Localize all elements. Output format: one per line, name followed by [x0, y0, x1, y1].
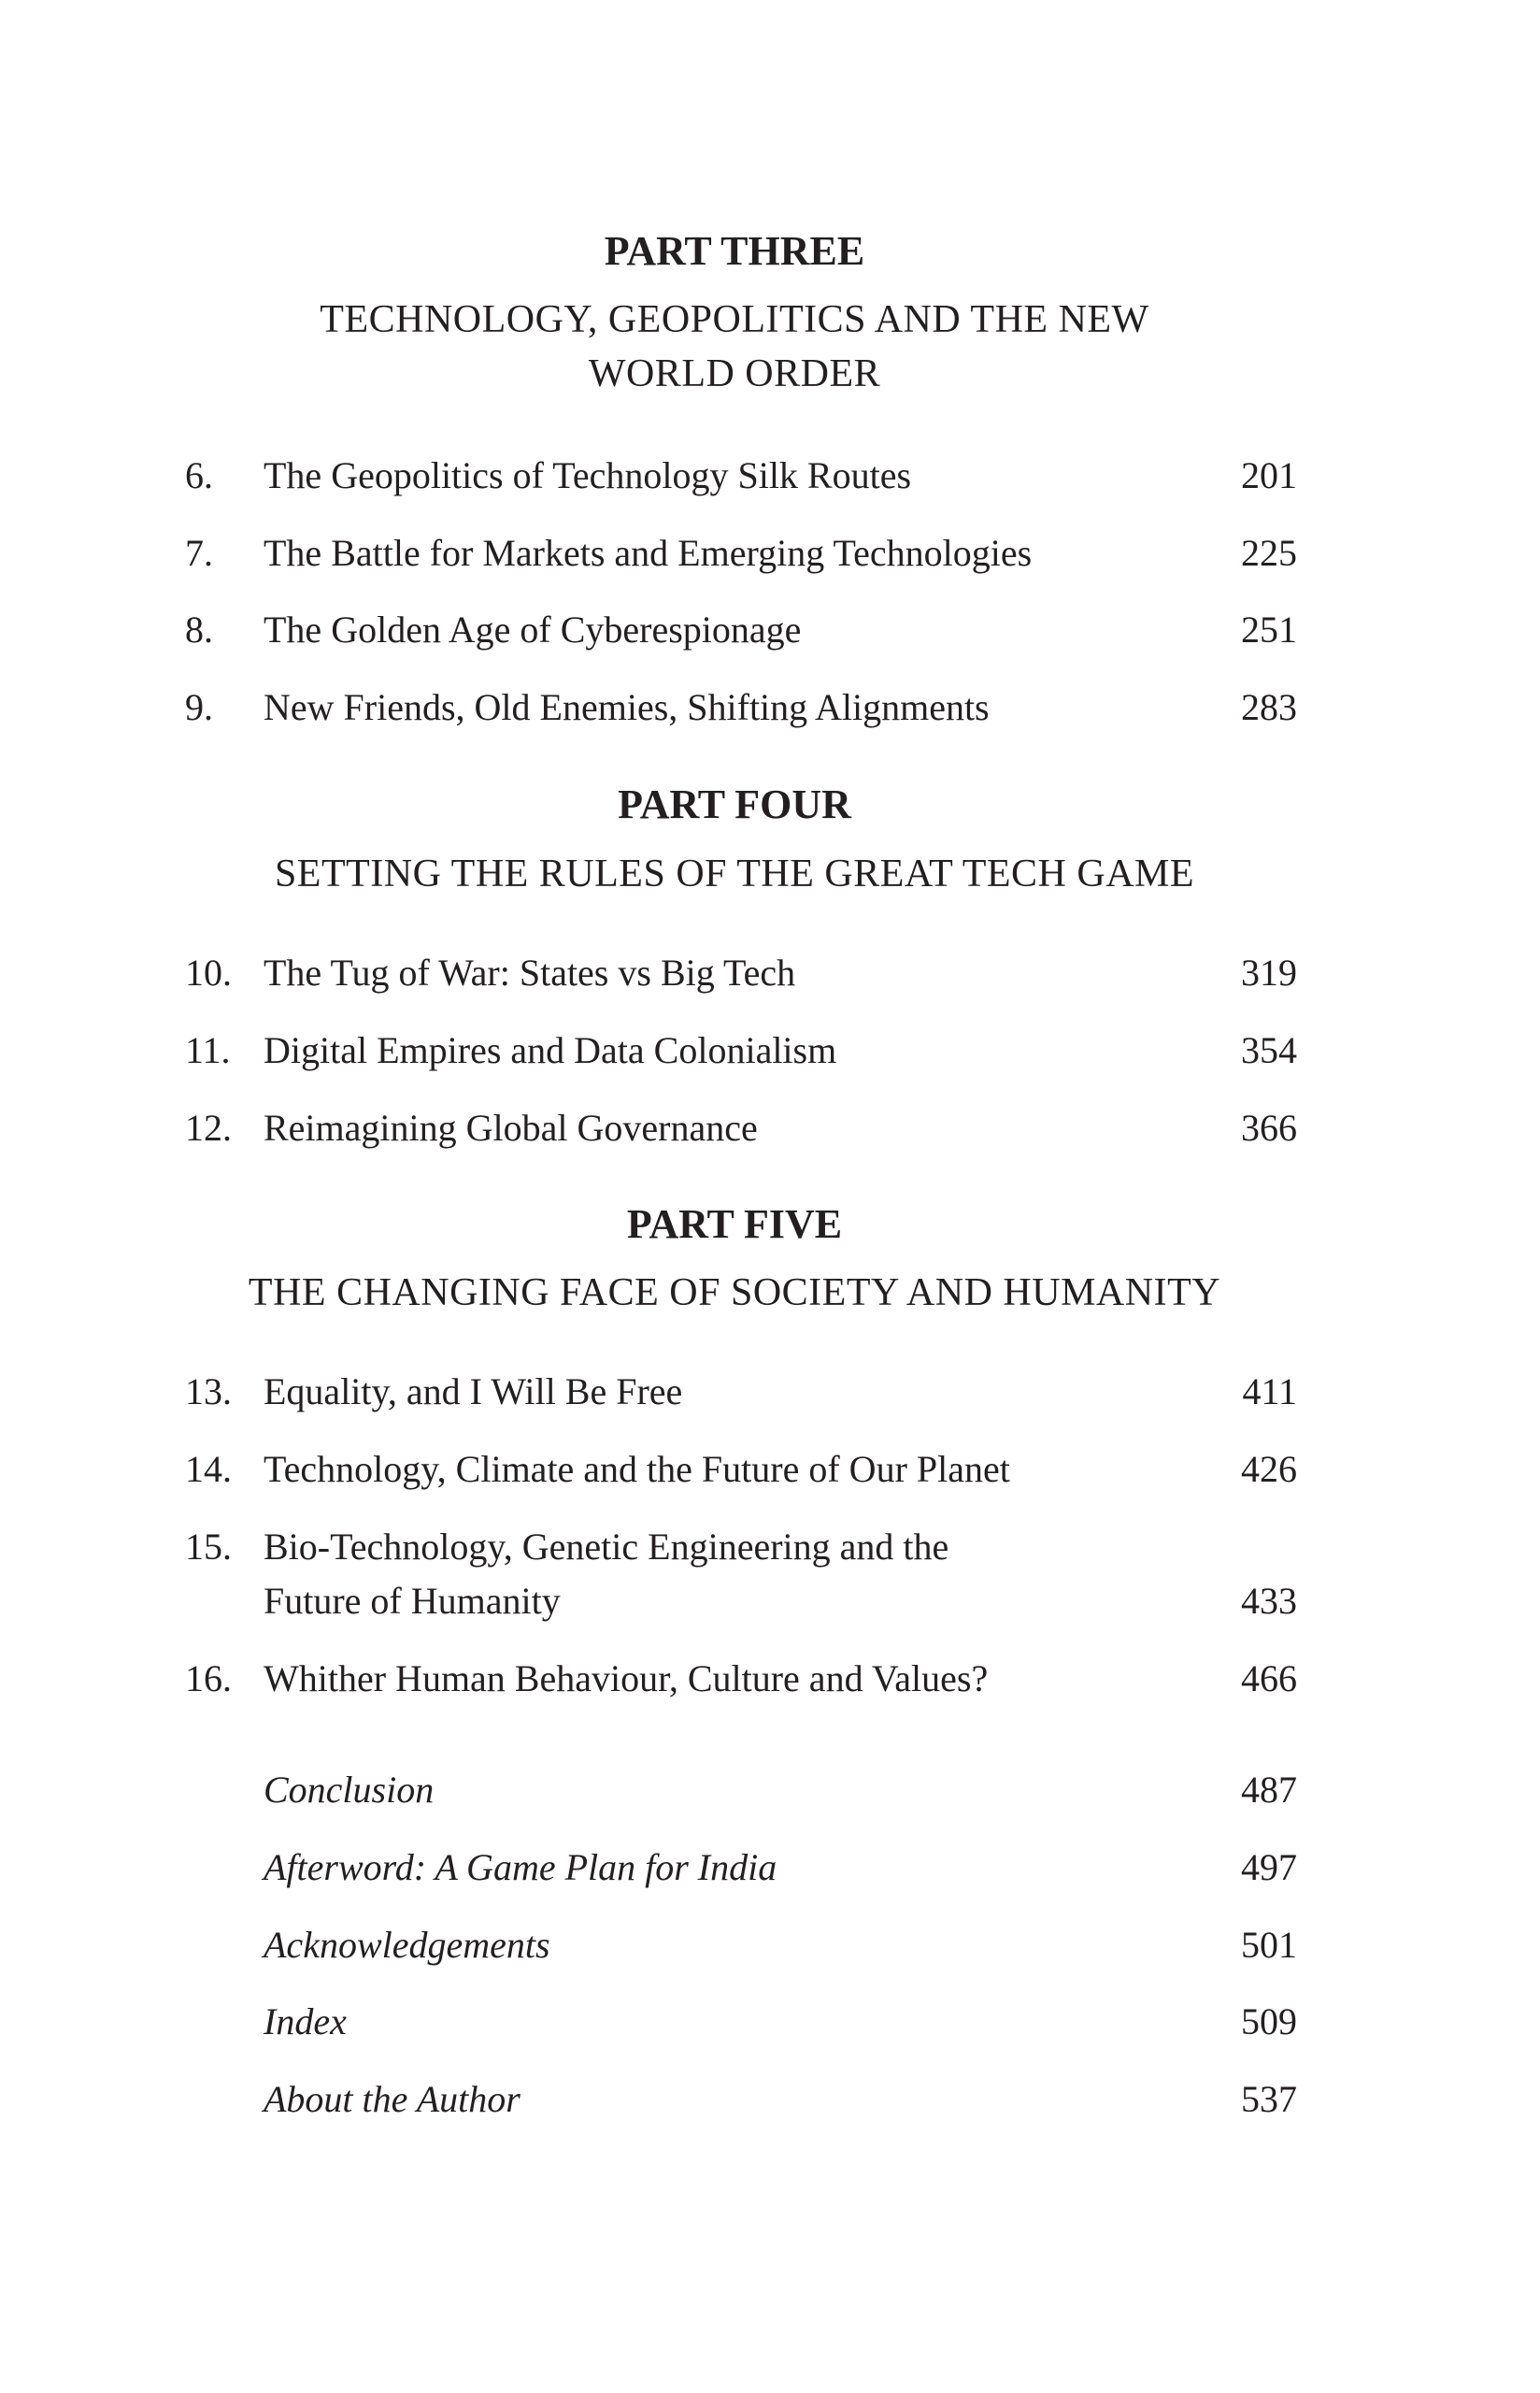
chapter-number: 15. — [185, 1526, 232, 1568]
chapter-title: The Tug of War: States vs Big Tech — [264, 952, 796, 994]
chapter-title-line-1: Bio-Technology, Genetic Engineering and the — [264, 1526, 949, 1568]
page-number: 537 — [1241, 2078, 1297, 2120]
chapter-number: 9. — [185, 686, 213, 728]
chapter-number: 16. — [185, 1657, 232, 1699]
chapter-title: The Geopolitics of Technology Silk Routes — [264, 454, 912, 496]
page-number: 225 — [1241, 532, 1297, 574]
back-matter-title: About the Author — [264, 2078, 520, 2120]
back-matter-title: Acknowledgements — [264, 1924, 550, 1966]
chapter-title: Digital Empires and Data Colonialism — [264, 1029, 837, 1071]
page-number: 433 — [1241, 1580, 1297, 1622]
chapter-number: 12. — [185, 1107, 232, 1149]
chapter-title-line-2: Future of Humanity — [264, 1580, 561, 1622]
part-four-subtitle: SETTING THE RULES OF THE GREAT TECH GAME — [274, 853, 1195, 896]
page-number: 366 — [1241, 1107, 1297, 1149]
page-number: 411 — [1242, 1370, 1297, 1412]
page-number: 487 — [1241, 1769, 1297, 1811]
chapter-number: 6. — [185, 454, 213, 496]
chapter-title: The Golden Age of Cyberespionage — [264, 609, 802, 651]
page-number: 509 — [1241, 2000, 1297, 2042]
chapter-title: Equality, and I Will Be Free — [264, 1370, 683, 1412]
page-number: 283 — [1241, 686, 1297, 728]
part-three-subtitle-line-1: TECHNOLOGY, GEOPOLITICS AND THE NEW — [320, 298, 1149, 341]
chapter-number: 13. — [185, 1370, 232, 1412]
chapter-title: The Battle for Markets and Emerging Technologies — [264, 532, 1033, 574]
page-number: 466 — [1241, 1657, 1297, 1699]
chapter-number: 14. — [185, 1448, 232, 1490]
page-number: 501 — [1241, 1924, 1297, 1966]
page-number: 201 — [1241, 454, 1297, 496]
chapter-title: Technology, Climate and the Future of Our Planet — [264, 1448, 1010, 1490]
part-five-heading: PART FIVE — [626, 1201, 843, 1247]
chapter-number: 11. — [185, 1029, 231, 1071]
page-number: 497 — [1241, 1846, 1297, 1888]
part-five-subtitle: THE CHANGING FACE OF SOCIETY AND HUMANITY — [248, 1271, 1221, 1314]
chapter-title: New Friends, Old Enemies, Shifting Alignments — [264, 686, 990, 728]
page-number: 319 — [1241, 952, 1297, 994]
page-number: 251 — [1241, 609, 1297, 651]
back-matter-title: Afterword: A Game Plan for India — [264, 1846, 777, 1888]
part-three-subtitle-line-2: WORLD ORDER — [588, 352, 881, 395]
part-three-heading: PART THREE — [604, 228, 865, 274]
page-number: 426 — [1241, 1448, 1297, 1490]
back-matter-title: Conclusion — [264, 1769, 435, 1811]
chapter-number: 7. — [185, 532, 213, 574]
chapter-title: Whither Human Behaviour, Culture and Values? — [264, 1657, 989, 1699]
chapter-number: 10. — [185, 952, 232, 994]
part-four-heading: PART FOUR — [618, 781, 851, 827]
chapter-title: Reimagining Global Governance — [264, 1107, 758, 1149]
back-matter-title: Index — [264, 2000, 347, 2042]
page-number: 354 — [1241, 1029, 1297, 1071]
chapter-number: 8. — [185, 609, 213, 651]
